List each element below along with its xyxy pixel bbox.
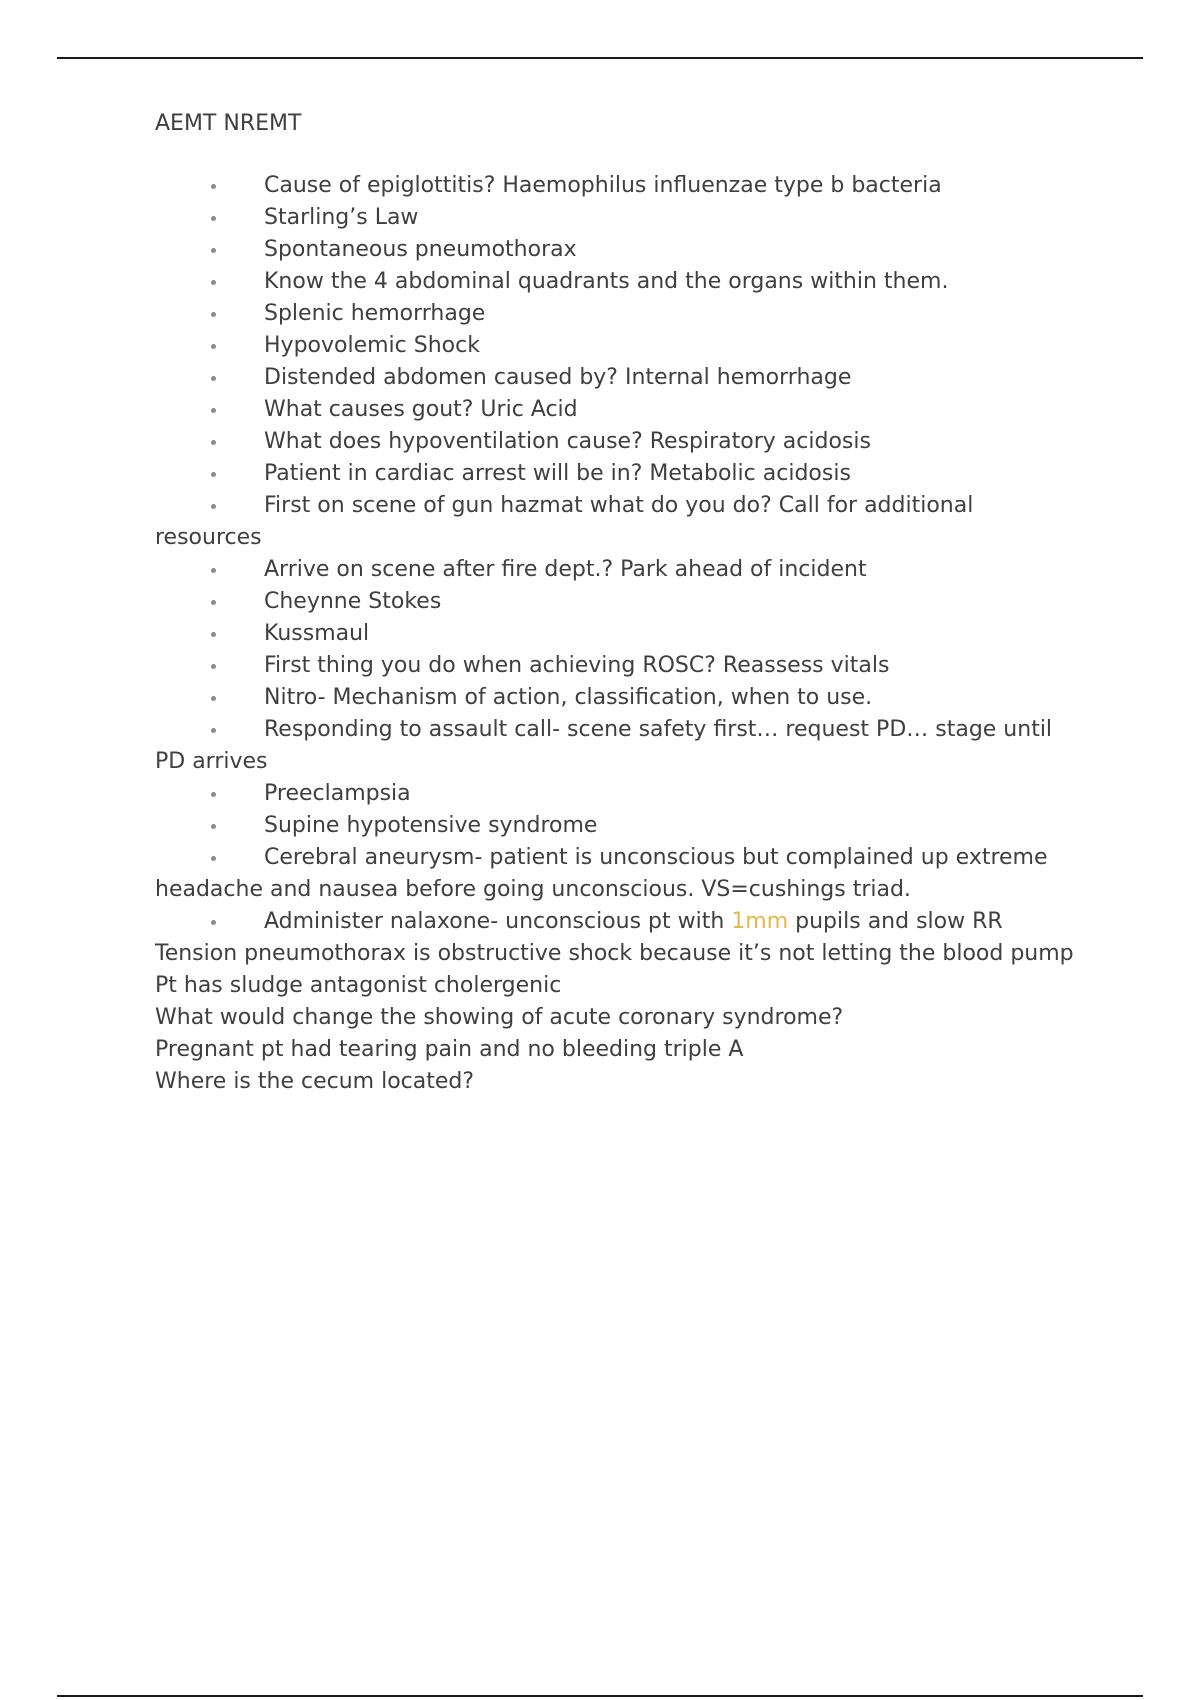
document-body xyxy=(155,108,1075,1098)
list-item: Preeclampsia xyxy=(155,778,1075,810)
list-item: Kussmaul xyxy=(155,618,1075,650)
list-item: Hypovolemic Shock xyxy=(155,330,1075,362)
note-line: Where is the cecum located? xyxy=(155,1069,475,1094)
list-item: Supine hypotensive syndrome xyxy=(155,810,1075,842)
bullet-list xyxy=(155,170,1075,938)
list-item: Nitro- Mechanism of action, classification, when to use. xyxy=(155,682,1075,714)
bullet-icon xyxy=(211,920,216,925)
top-divider xyxy=(57,57,1143,59)
bullet-icon xyxy=(211,792,216,797)
bullet-icon xyxy=(211,632,216,637)
bullet-icon xyxy=(211,664,216,669)
list-item: Know the 4 abdominal quadrants and the organs within them. xyxy=(155,266,1075,298)
bullet-icon xyxy=(211,504,216,509)
bullet-icon xyxy=(211,824,216,829)
list-item: First on scene of gun hazmat what do you do? Call for additional resources xyxy=(155,493,974,550)
bullet-icon xyxy=(211,408,216,413)
document-title: AEMT NREMT xyxy=(155,111,302,136)
bullet-icon xyxy=(211,728,216,733)
bullet-icon xyxy=(211,600,216,605)
bullet-icon xyxy=(211,472,216,477)
note-line: Pregnant pt had tearing pain and no bleeding triple A xyxy=(155,1037,744,1062)
bullet-icon xyxy=(211,376,216,381)
list-item: Cause of epiglottitis? Haemophilus influenzae type b bacteria xyxy=(155,170,1075,202)
list-item: Distended abdomen caused by? Internal hemorrhage xyxy=(155,362,1075,394)
list-item: Spontaneous pneumothorax xyxy=(155,234,1075,266)
bottom-divider xyxy=(57,1695,1143,1697)
bullet-icon xyxy=(211,184,216,189)
list-item: Cerebral aneurysm- patient is unconscious but complained up extreme headache and nausea before going unconscious. VS=cushings triad. xyxy=(155,845,1048,902)
bullet-icon xyxy=(211,216,216,221)
note-line: Tension pneumothorax is obstructive shock because it’s not letting the blood pump xyxy=(155,941,1074,966)
note-line: What would change the showing of acute coronary syndrome? xyxy=(155,1005,844,1030)
list-item: Patient in cardiac arrest will be in? Metabolic acidosis xyxy=(155,458,1075,490)
bullet-icon xyxy=(211,312,216,317)
bullet-icon xyxy=(211,248,216,253)
list-item-naloxone: Administer nalaxone- unconscious pt with 1mm pupils and slow RR xyxy=(155,906,1075,938)
list-item: Arrive on scene after fire dept.? Park ahead of incident xyxy=(155,554,1075,586)
list-item: What causes gout? Uric Acid xyxy=(155,394,1075,426)
bullet-icon xyxy=(211,344,216,349)
note-line: Pt has sludge antagonist cholergenic xyxy=(155,973,562,998)
bullet-icon xyxy=(211,856,216,861)
bullet-icon xyxy=(211,280,216,285)
list-item: First thing you do when achieving ROSC? Reassess vitals xyxy=(155,650,1075,682)
bullet-icon xyxy=(211,440,216,445)
bullet-icon xyxy=(211,568,216,573)
list-item: Splenic hemorrhage xyxy=(155,298,1075,330)
highlighted-text: 1mm xyxy=(731,909,789,934)
list-item: Starling’s Law xyxy=(155,202,1075,234)
list-item: Responding to assault call- scene safety first… request PD… stage until PD arrives xyxy=(155,717,1053,774)
bullet-icon xyxy=(211,696,216,701)
list-item: What does hypoventilation cause? Respiratory acidosis xyxy=(155,426,1075,458)
list-item: Cheynne Stokes xyxy=(155,586,1075,618)
